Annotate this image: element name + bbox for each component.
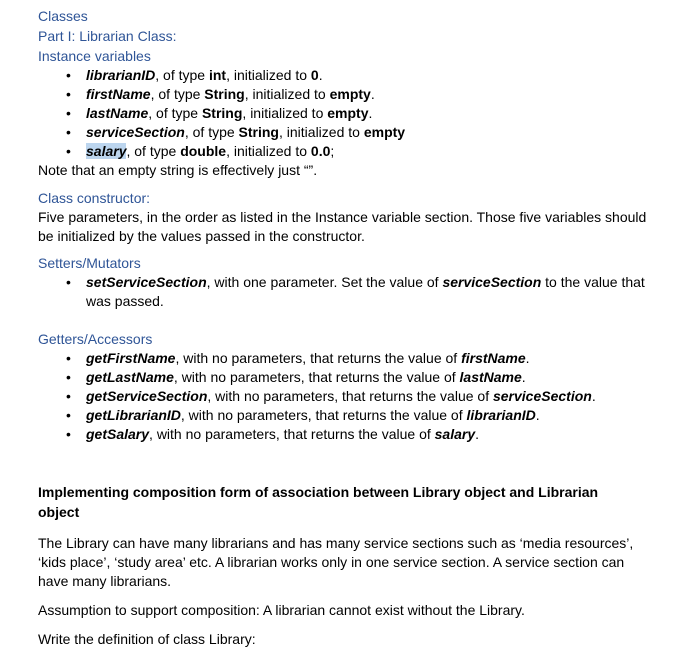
heading-part1: Part I: Librarian Class: (38, 28, 177, 44)
composition-assumption: Assumption to support composition: A librarian cannot exist without the Library. (38, 602, 525, 618)
list-item: • setServiceSection, with one parameter. Set the value of serviceSection to the value that was passed. (38, 273, 697, 311)
library-definition-prompt: Write the definition of class Library: (38, 631, 256, 647)
list-item: • lastName, of type String, initialized to empty. (38, 104, 697, 123)
composition-heading: Implementing composition form of association between Library object and Librarian object (38, 484, 599, 520)
getter-list (38, 349, 697, 444)
list-item: • serviceSection, of type String, initialized to empty (38, 123, 697, 142)
heading-getters: Getters/Accessors (38, 331, 153, 347)
highlighted-selection[interactable]: salary (86, 143, 127, 159)
setter-list (38, 273, 697, 311)
list-item: • salary, of type double, initialized to 0.0; (38, 142, 697, 161)
list-item: • getFirstName, with no parameters, that returns the value of firstName. (38, 349, 697, 368)
instance-variable-list (38, 66, 697, 161)
list-item: • getLastName, with no parameters, that returns the value of lastName. (38, 368, 697, 387)
constructor-text: Five parameters, in the order as listed in the Instance variable section. Those five variables should be initialized by the values passed in the constructor. (38, 209, 647, 244)
list-item: • getServiceSection, with no parameters, that returns the value of serviceSection. (38, 387, 697, 406)
list-item: • librarianID, of type int, initialized to 0. (38, 66, 697, 85)
composition-paragraph: The Library can have many librarians and has many service sections such as ‘media resources’, ‘kids place’, ‘study area’ etc. A librarian works only in one service section. A service section can have many librarians. (38, 535, 634, 589)
list-item: • getSalary, with no parameters, that returns the value of salary. (38, 425, 697, 444)
list-item: • getLibrarianID, with no parameters, that returns the value of librarianID. (38, 406, 697, 425)
heading-instance-variables: Instance variables (38, 48, 151, 64)
list-item: • firstName, of type String, initialized to empty. (38, 85, 697, 104)
heading-constructor: Class constructor: (38, 190, 151, 206)
heading-classes: Classes (38, 8, 88, 24)
empty-string-note: Note that an empty string is effectively just “”. (38, 162, 318, 178)
heading-setters: Setters/Mutators (38, 255, 141, 271)
